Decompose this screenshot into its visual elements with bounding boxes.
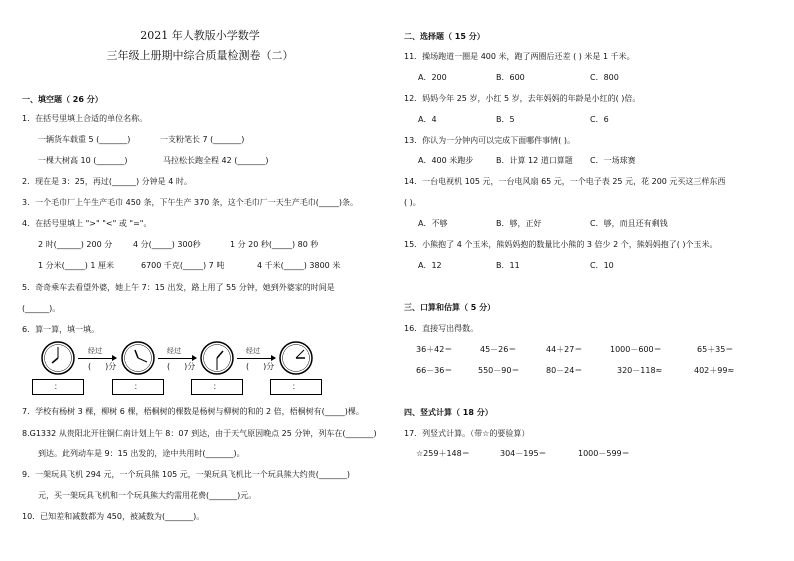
q13-option-a[interactable]: A．400 米跑步 [418,156,474,165]
elapsed-label: 经过 [88,347,102,355]
q4-compare-b: 4 分(_____) 300秒 [133,240,201,249]
question-12: 12．妈妈今年 25 岁，小红 5 岁，去年妈妈的年龄是小红的( )倍。 [404,94,641,103]
section-choice-heading: 二、选择题（ 15 分） [404,32,485,41]
elapsed-label: 经过 [167,347,181,355]
time-answer-box[interactable]: ： [32,379,84,395]
section-mental-math-heading: 三、口算和估算（ 5 分） [404,303,496,312]
q1-blank-c: 一棵大树高 10 (_______) [38,156,128,165]
question-9: 9．一架玩具飞机 294 元，一个玩具熊 105 元，一架玩具飞机比一个玩具熊大约贵(_______) [22,470,351,479]
q4-compare-a: 2 时(______) 200 分 [38,240,113,249]
minutes-blank: ( )分 [88,362,117,371]
vertical-calc-item: ☆259＋148＝ [416,449,470,458]
section-vertical-calc-heading: 四、竖式计算（ 18 分） [404,408,493,417]
q11-option-c[interactable]: C．800 [590,73,619,82]
q1-blank-b: 一支粉笔长 7 (_______) [160,135,245,144]
vertical-calc-item: 304－195＝ [500,449,547,458]
clock-icon [199,340,235,376]
arrow-icon [158,358,196,359]
question-7: 7．学校有杨树 3 棵，柳树 6 棵，梧桐树的棵数是杨树与柳树的和的 2 倍，梧桐树有(_____)棵。 [22,407,364,416]
clock-icon [120,340,156,376]
q11-option-b[interactable]: B．600 [496,73,525,82]
question-11: 11．操场跑道一圈是 400 米，跑了两圈后还差 ( ) 米是 1 千米。 [404,52,635,61]
question-6: 6．算一算，填一填。 [22,325,100,334]
question-16: 16．直接写出得数。 [404,324,479,333]
calc-item: 36＋42＝ [416,345,453,354]
exam-title: 2021 年人教版小学数学 [140,29,260,42]
time-answer-box[interactable]: ： [270,379,322,395]
question-14-cont: ( )。 [404,198,421,207]
question-10: 10．已知差和减数都为 450，被减数为(_______)。 [22,512,205,521]
calc-item: 1000－600＝ [610,345,662,354]
question-13: 13．你认为一分钟内可以完成下面哪件事情( )。 [404,136,575,145]
minutes-blank: ( )分 [167,362,196,371]
q13-option-c[interactable]: C．一场球赛 [590,156,636,165]
q4-compare-d: 1 分米(_____) 1 厘米 [38,261,115,270]
q11-option-a[interactable]: A．200 [418,73,447,82]
q4-compare-e: 6700 千克(_____) 7 吨 [141,261,225,270]
question-17: 17．列竖式计算。（带☆的要验算） [404,429,530,438]
question-5-answer: (______)。 [22,304,61,313]
question-2: 2．现在是 3：25，再过(______) 分钟是 4 时。 [22,177,192,186]
question-1: 1．在括号里填上合适的单位名称。 [22,114,148,123]
q12-option-c[interactable]: C．6 [590,115,609,124]
question-15: 15．小熊抱了 4 个玉米，熊妈妈抱的数量比小熊的 3 倍少 2 个，熊妈妈抱了( )个玉米。 [404,240,718,249]
exam-subtitle: 三年级上册期中综合质量检测卷（二） [106,49,294,62]
arrow-icon [237,358,275,359]
time-answer-box[interactable]: ： [191,379,243,395]
q14-option-a[interactable]: A．不够 [418,219,448,228]
calc-item: 66－36＝ [416,366,453,375]
question-3: 3．一个毛巾厂上午生产毛巾 450 条，下午生产 370 条，这个毛巾厂一天生产毛巾(_____)条。 [22,198,359,207]
question-8-cont: 到达。此列动车是 9：15 出发的，途中共用时(_______)。 [38,449,245,458]
q1-blank-d: 马拉松长跑全程 42 (_______) [163,156,269,165]
calc-item: 65＋35＝ [697,345,734,354]
calc-item: 44＋27＝ [546,345,583,354]
q15-option-c[interactable]: C．10 [590,261,614,270]
elapsed-label: 经过 [246,347,260,355]
question-4: 4．在括号里填上 ">" "<" 或 "="。 [22,219,152,228]
q4-compare-f: 4 千米(_____) 3800 米 [257,261,341,270]
question-9-cont: 元，买一架玩具飞机和一个玩具熊大约需用花费(_______)元。 [38,491,257,500]
q14-option-b[interactable]: B．够，正好 [496,219,542,228]
calc-item: 550－90＝ [478,366,520,375]
q15-option-a[interactable]: A．12 [418,261,442,270]
q14-option-c[interactable]: C．够，而且还有剩钱 [590,219,668,228]
q1-blank-a: 一辆货车载重 5 (_______) [38,135,131,144]
section-fill-in-heading: 一、填空题（ 26 分） [22,95,103,104]
vertical-calc-item: 1000－599＝ [578,449,630,458]
q12-option-a[interactable]: A．4 [418,115,437,124]
time-answer-box[interactable]: ： [112,379,164,395]
question-5: 5．奇奇乘车去看望外婆，她上午 7：15 出发，路上用了 55 分钟，她到外婆家的时间是 [22,283,335,292]
q15-option-b[interactable]: B．11 [496,261,520,270]
calc-item: 45－26＝ [480,345,517,354]
clock-icon [40,340,76,376]
arrow-icon [78,358,116,359]
calc-item: 402＋99≈ [694,366,735,375]
calc-item: 320－118≈ [617,366,663,375]
clock-icon [278,340,314,376]
question-14: 14．一台电视机 105 元，一台电风扇 65 元，一个电子表 25 元，花 200 元买这三样东西 [404,177,726,186]
question-8: 8.G1332 从贵阳北开往铜仁南计划上午 8：07 到达，由于天气原因晚点 25 分钟，列车在(_______) [22,429,377,438]
q4-compare-c: 1 分 20 秒(_____) 80 秒 [230,240,319,249]
minutes-blank: ( )分 [246,362,275,371]
calc-item: 80－24＝ [546,366,583,375]
q13-option-b[interactable]: B．计算 12 道口算题 [496,156,573,165]
q12-option-b[interactable]: B．5 [496,115,515,124]
